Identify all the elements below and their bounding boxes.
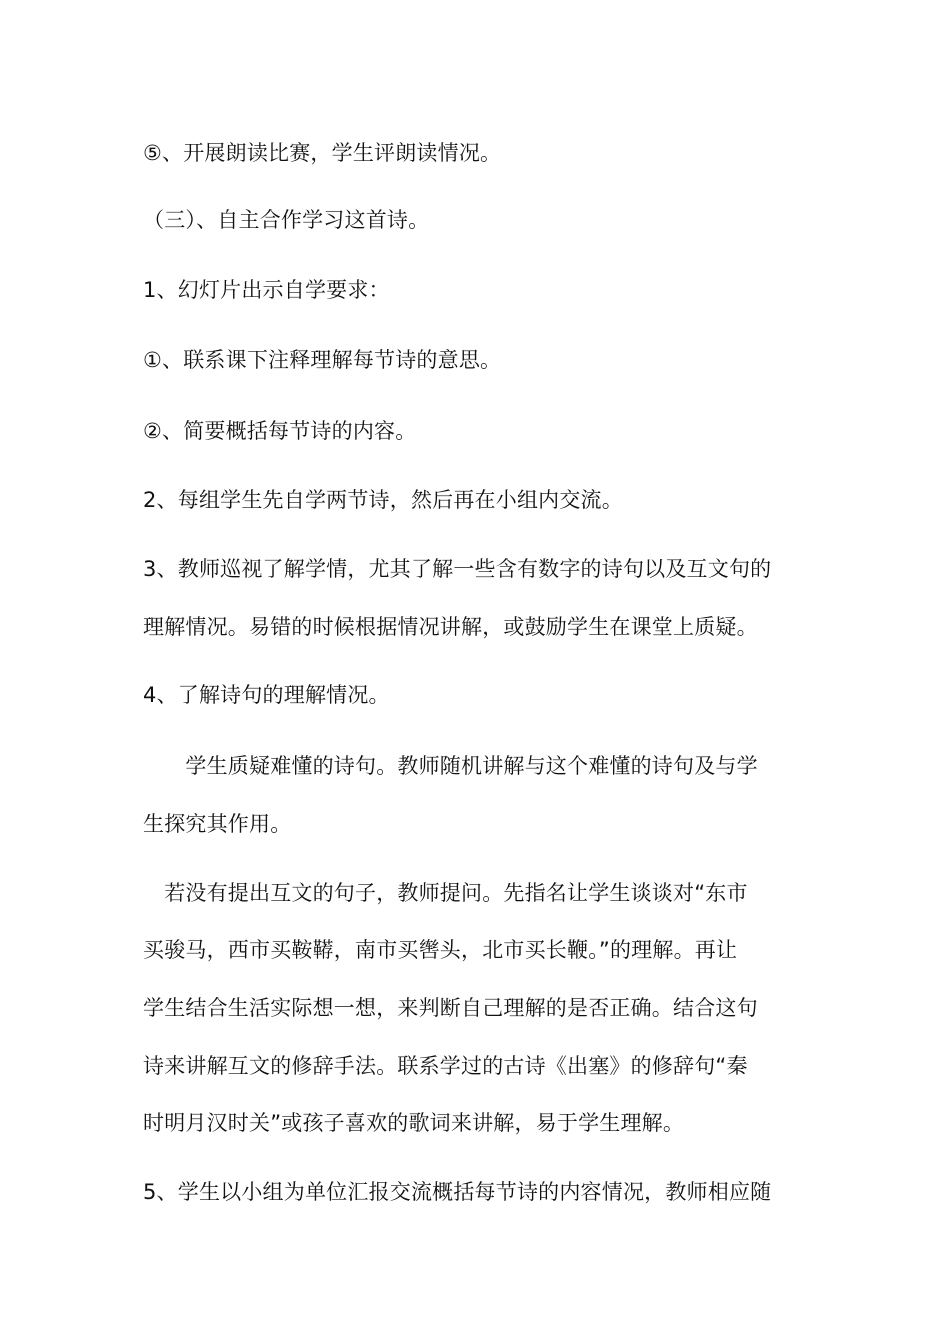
text-line: 诗来讲解互文的修辞手法。联系学过的古诗《出塞》的修辞句“秦 [143,1054,748,1078]
section-heading: （三）、自主合作学习这首诗。 [143,208,430,232]
text-line: 1、幻灯片出示自学要求： [143,278,390,302]
text-line: 若没有提出互文的句子，教师提问。先指名让学生谈谈对“东市 [143,881,748,905]
text-line: 3、教师巡视了解学情，尤其了解一些含有数字的诗句以及互文句的 [143,557,772,581]
text-line: ⑤、开展朗读比赛，学生评朗读情况。 [143,141,502,165]
text-line: 理解情况。易错的时候根据情况讲解，或鼓励学生在课堂上质疑。 [143,615,758,639]
text-line: 时明月汉时关”或孩子喜欢的歌词来讲解，易于学生理解。 [143,1111,685,1135]
text-line: 4、了解诗句的理解情况。 [143,683,390,707]
text-line: 5、学生以小组为单位汇报交流概括每节诗的内容情况，教师相应随 [143,1180,772,1204]
text-line: 买骏马，西市买鞍鞯，南市买辔头，北市买长鞭。”的理解。再让 [143,938,738,962]
text-line: 2、每组学生先自学两节诗，然后再在小组内交流。 [143,488,623,512]
text-line: 学生结合生活实际想一想，来判断自己理解的是否正确。结合这句 [143,996,758,1020]
text-line: ②、简要概括每节诗的内容。 [143,419,417,443]
text-line: ①、联系课下注释理解每节诗的意思。 [143,348,502,372]
text-line: 学生质疑难懂的诗句。教师随机讲解与这个难懂的诗句及与学 [143,754,758,778]
text-line: 生探究其作用。 [143,812,292,836]
